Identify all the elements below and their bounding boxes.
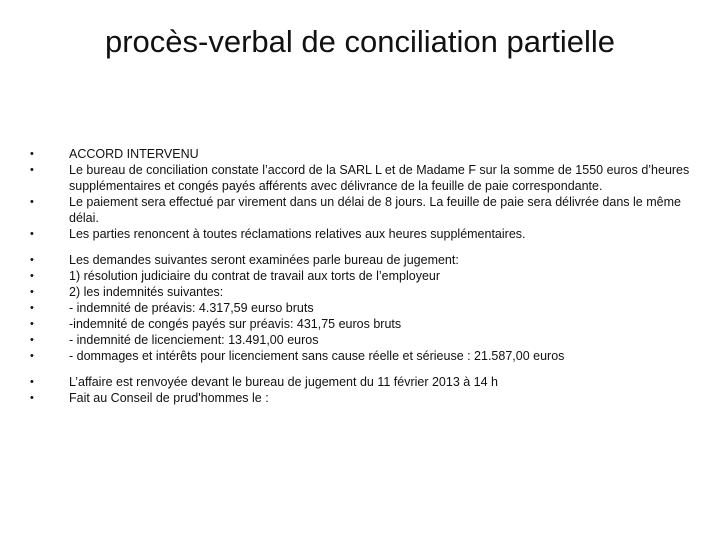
bullet-text: Le paiement sera effectué par virement dans un délai de 8 jours. La feuille de paie sera délivrée dans le même délai. [69,195,681,225]
bullet-text: - indemnité de licenciement: 13.491,00 euros [69,333,319,347]
bullet-text: Fait au Conseil de prud'hommes le : [69,391,269,405]
bullet-item [30,390,690,406]
bullet-group-demands [30,252,690,364]
bullet-icon: • [30,302,34,314]
bullet-icon: • [30,334,34,346]
bullet-text: - dommages et intérêts pour licenciement sans cause réelle et sérieuse : 21.587,00 euros [69,349,565,363]
bullet-list [30,146,690,416]
bullet-item [30,284,690,300]
bullet-icon: • [30,270,34,282]
bullet-icon: • [30,164,34,176]
bullet-icon: • [30,228,34,240]
bullet-text: - indemnité de préavis: 4.317,59 eurso bruts [69,301,314,315]
bullet-icon: • [30,350,34,362]
bullet-text: Les parties renoncent à toutes réclamations relatives aux heures supplémentaires. [69,227,526,241]
bullet-item [30,194,690,226]
bullet-icon: • [30,392,34,404]
bullet-item [30,300,690,316]
bullet-item [30,316,690,332]
page-title: procès-verbal de conciliation partielle [104,24,616,59]
bullet-item [30,252,690,268]
bullet-text: ACCORD INTERVENU [69,147,199,161]
bullet-text: 1) résolution judiciaire du contrat de travail aux torts de l’employeur [69,269,441,283]
bullet-text: L’affaire est renvoyée devant le bureau de jugement du 11 février 2013 à 14 h [69,375,499,389]
bullet-group-agreement [30,146,690,242]
bullet-item [30,162,690,194]
bullet-icon: • [30,318,34,330]
bullet-group-referral [30,374,690,406]
bullet-item [30,226,690,242]
bullet-text: -indemnité de congés payés sur préavis: 431,75 euros bruts [69,317,402,331]
bullet-text: Le bureau de conciliation constate l’accord de la SARL L et de Madame F sur la somme de 1550 euros d’heures supplémentaires et congés payés afférents avec délivrance de la feuille de paie correspondante. [69,163,690,193]
bullet-icon: • [30,286,34,298]
bullet-item [30,332,690,348]
bullet-item [30,268,690,284]
bullet-icon: • [30,196,34,208]
bullet-item [30,348,690,364]
bullet-icon: • [30,254,34,266]
bullet-icon: • [30,376,34,388]
bullet-item [30,146,690,162]
bullet-item [30,374,690,390]
bullet-text: 2) les indemnités suivantes: [69,285,224,299]
bullet-text: Les demandes suivantes seront examinées parle bureau de jugement: [69,253,459,267]
bullet-icon: • [30,148,34,160]
